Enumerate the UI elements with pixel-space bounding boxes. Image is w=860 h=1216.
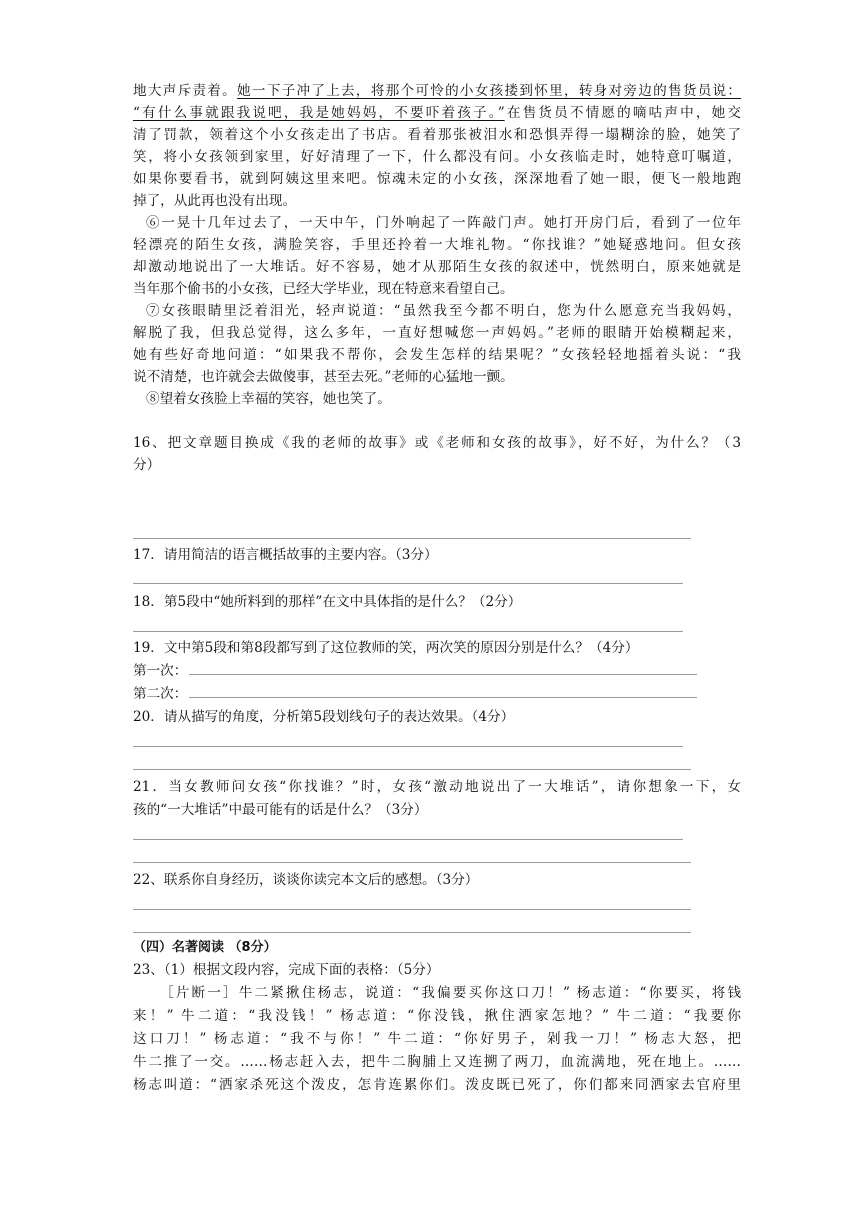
fragment1-line-5: 杨志叫道：“洒家杀死这个泼皮，怎肯连累你们。泼皮既已死了，你们都来同洒家去官府里 <box>133 1077 741 1093</box>
second-label: 第二次： <box>133 686 188 702</box>
question-22: 22、联系你自身经历，谈谈你读完本文后的感想。（3分） <box>133 872 479 888</box>
first-label: 第一次： <box>133 663 188 679</box>
answer-line <box>133 839 683 840</box>
fragment1-line-4: 牛二推了一交。……杨志赶入去，把牛二胸脯上又连搠了两刀，血流满地，死在地上。…… <box>133 1054 741 1070</box>
passage-p5-line-4: 笑，将小女孩领到家里，好好清理了一下，什么都没有问。小女孩临走时，她特意叮嘱道， <box>133 149 741 165</box>
passage-p6-line-4: 当年那个偷书的小女孩，已经大学毕业，现在特意来看望自己。 <box>133 281 514 297</box>
passage-p6-line-2: 轻漂亮的陌生女孩，满脸笑容，手里还拎着一大堆礼物。“你找谁？”她疑惑地问。但女孩 <box>133 237 741 253</box>
answer-line <box>133 909 691 910</box>
fragment1-line-1: ［片断一］牛二紧揪住杨志，说道：“我偏要买你这口刀！” 杨志道：“你要买，将钱 <box>160 985 741 1001</box>
question-16-line-1: 16、把文章题目换成《我的老师的故事》或《老师和女孩的故事》，好不好，为什么？（3 <box>133 435 741 451</box>
answer-line <box>133 932 691 933</box>
passage-p5-line-5: 如果你要看书，就到阿姨这里来吧。惊魂未定的小女孩，深深地看了她一眼，便飞一般地跑 <box>133 171 741 187</box>
passage-p5-line-6: 掉了，从此再也没有出现。 <box>133 193 297 209</box>
question-16-line-2: 分） <box>133 457 161 473</box>
passage-p6-line-3: 却激动地说出了一大堆话。好不容易，她才从那陌生女孩的叙述中，恍然明白，原来她就是 <box>133 259 741 275</box>
answer-line <box>133 583 683 584</box>
underlined-sentence: 她一下子冲了上去，将那个可怜的小女孩搂到怀里，转身对旁边的售货员说： <box>237 83 741 99</box>
passage-p6-line-1: ⑥一晃十几年过去了，一天中午，门外响起了一阵敲门声。她打开房门后，看到了一位年 <box>146 215 741 231</box>
passage-p5-line-2 <box>133 102 741 124</box>
question-19: 19．文中第5段和第8段都写到了这位教师的笑，两次笑的原因分别是什么？（4分） <box>133 640 639 656</box>
question-23: 23、（1）根据文段内容，完成下面的表格：（5分） <box>133 962 440 978</box>
passage-p5-line-1 <box>133 80 741 102</box>
passage-p8: ⑧望着女孩脸上幸福的笑容，她也笑了。 <box>146 391 391 407</box>
question-21-line-1: 21．当女教师问女孩“你找谁？”时，女孩“激动地说出了一大堆话”，请你想象一下，女 <box>133 779 741 795</box>
fragment1-line-2: 来！” 牛二道：“我没钱！” 杨志道：“你没钱，揪住洒家怎地？” 牛二道：“我要你 <box>133 1008 741 1024</box>
answer-line <box>133 746 683 747</box>
passage-p7-line-2: 解脱了我，但我总觉得，这么多年，一直好想喊您一声妈妈。”老师的眼睛开始模糊起来， <box>133 325 741 341</box>
question-19-second <box>133 683 741 705</box>
answer-line <box>189 697 697 698</box>
question-20: 20．请从描写的角度，分析第5段划线句子的表达效果。（4分） <box>133 709 515 725</box>
passage-p7-line-3: 她有些好奇地问道：“如果我不帮你，会发生怎样的结果呢？”女孩轻轻地摇着头说：“我 <box>133 347 741 363</box>
question-19-first <box>133 660 741 682</box>
underlined-sentence: “有什么事就跟我说吧，我是她妈妈，不要吓着孩子。” <box>133 105 505 121</box>
p5-text: 在售货员不情愿的嘀咕声中，她交 <box>504 105 741 121</box>
answer-line <box>133 862 691 863</box>
fragment1-line-3: 这口刀！” 杨志道：“我不与你！” 牛二道：“你好男子，剁我一刀！” 杨志大怒，把 <box>133 1031 741 1047</box>
passage-p7-line-1: ⑦女孩眼睛里泛着泪光，轻声说道：“虽然我至今都不明白，您为什么愿意充当我妈妈， <box>146 303 741 319</box>
answer-line <box>133 769 691 770</box>
section-heading: （四）名著阅读 （8分） <box>133 940 277 955</box>
passage-p5-line-3: 清了罚款，领着这个小女孩走出了书店。看着那张被泪水和恐惧弄得一塌糊涂的脸，她笑了 <box>133 127 741 143</box>
passage-p7-line-4: 说不清楚，也许就会去做傻事，甚至去死。”老师的心猛地一颤。 <box>133 369 514 385</box>
question-17: 17．请用简洁的语言概括故事的主要内容。（3分） <box>133 547 438 563</box>
question-21-line-2: 孩的“一大堆话”中最可能有的话是什么？（3分） <box>133 802 428 818</box>
answer-line <box>133 538 691 539</box>
p5-text: 地大声斥责着。 <box>133 83 238 99</box>
answer-line <box>133 631 683 632</box>
question-18: 18．第5段中“她所料到的那样”在文中具体指的是什么？（2分） <box>133 594 522 610</box>
answer-line <box>189 674 697 675</box>
